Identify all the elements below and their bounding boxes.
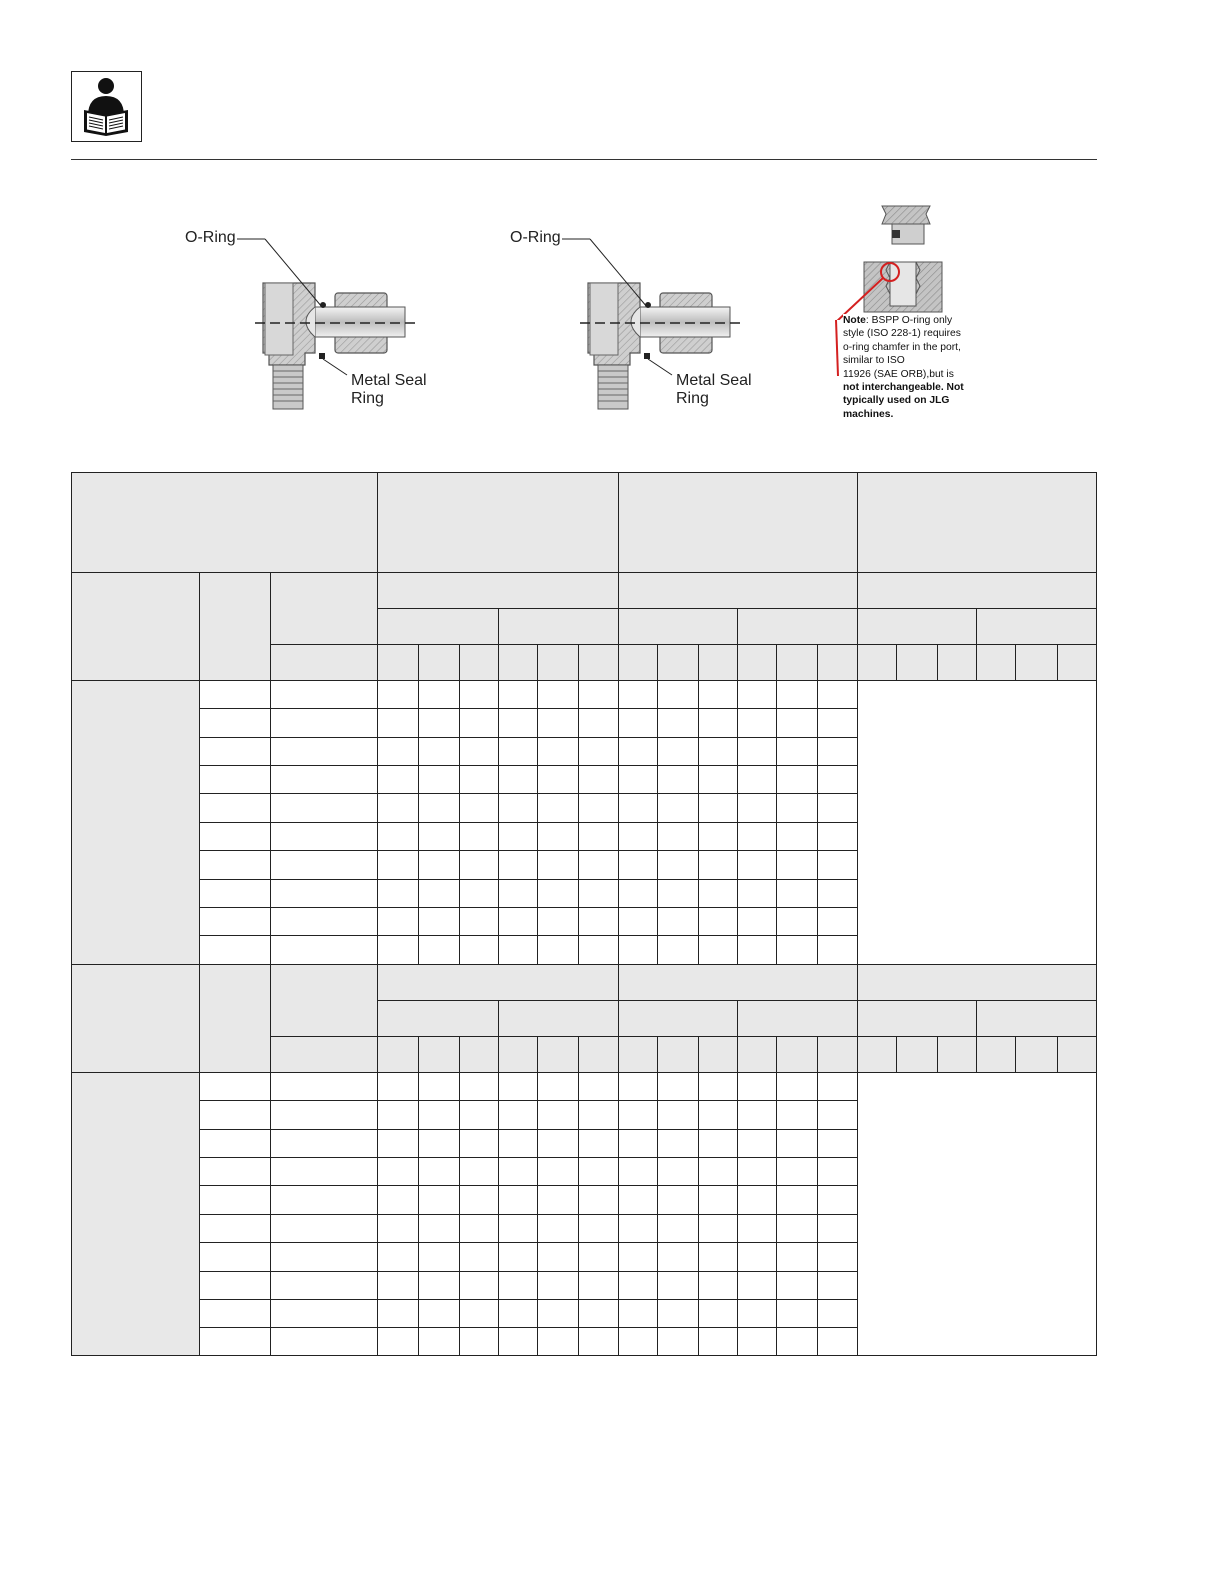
merged-empty-cell xyxy=(857,681,1096,965)
sub-header-cell xyxy=(378,1001,499,1037)
metal-seal-label: Metal Seal xyxy=(351,372,427,389)
sub-header-cell xyxy=(498,609,618,645)
header-rule xyxy=(71,159,1097,160)
note-cut-line: 11926 (SAE ORB),but is xyxy=(843,368,954,380)
sub-header-cell xyxy=(857,1001,977,1037)
sub-header-cell xyxy=(857,609,977,645)
table-row xyxy=(72,1073,1097,1101)
oring-label: O-Ring xyxy=(185,229,236,246)
unit-header-cell xyxy=(270,1037,378,1073)
table-header-cell xyxy=(378,473,618,573)
fitting-diagram-2 xyxy=(510,225,760,415)
note-text: : BSPP O-ring only style (ISO 228-1) requires o-ring chamfer in the port, similar to ISO xyxy=(843,315,961,367)
sub-header-cell xyxy=(977,609,1097,645)
section-header-cell xyxy=(72,573,200,681)
section-header-cell xyxy=(72,965,200,1073)
row-group-label-cell xyxy=(72,1073,200,1356)
table-header-cell xyxy=(72,473,378,573)
group-header-cell xyxy=(857,965,1096,1001)
sub-header-cell xyxy=(498,1001,618,1037)
row-group-label-cell xyxy=(72,681,200,965)
group-header-cell xyxy=(857,573,1096,609)
group-header-cell xyxy=(618,573,857,609)
sub-header-cell xyxy=(378,609,499,645)
table-header-cell xyxy=(618,473,857,573)
sub-header-cell xyxy=(618,609,738,645)
section-header-cell xyxy=(270,573,378,645)
group-header-cell xyxy=(618,965,857,1001)
sub-header-cell xyxy=(618,1001,738,1037)
group-header-cell xyxy=(378,965,618,1001)
merged-empty-cell xyxy=(857,1073,1096,1356)
sub-header-cell xyxy=(977,1001,1097,1037)
metal-seal-ring-label: Ring xyxy=(676,390,709,407)
metal-seal-label: Metal Seal xyxy=(676,372,752,389)
table-row xyxy=(72,681,1097,709)
unit-header-cell xyxy=(270,645,378,681)
metal-seal-ring-label: Ring xyxy=(351,390,384,407)
sub-header-cell xyxy=(738,1001,858,1037)
group-header-cell xyxy=(378,573,618,609)
section-header-cell xyxy=(199,573,270,681)
section-header-cell xyxy=(199,965,270,1073)
note-bold-text: not interchangeable. Not typically used on JLG machines. xyxy=(843,382,964,420)
oring-label: O-Ring xyxy=(510,229,561,246)
note-label: Note xyxy=(843,315,866,326)
sub-header-cell xyxy=(738,609,858,645)
table-header-cell xyxy=(857,473,1096,573)
section-header-cell xyxy=(270,965,378,1037)
bspp-port-diagram xyxy=(830,200,980,320)
fitting-diagram-1 xyxy=(185,225,435,415)
reading-manual-icon xyxy=(71,71,142,142)
fitting-spec-table xyxy=(71,472,1097,1356)
bspp-note xyxy=(843,314,971,442)
